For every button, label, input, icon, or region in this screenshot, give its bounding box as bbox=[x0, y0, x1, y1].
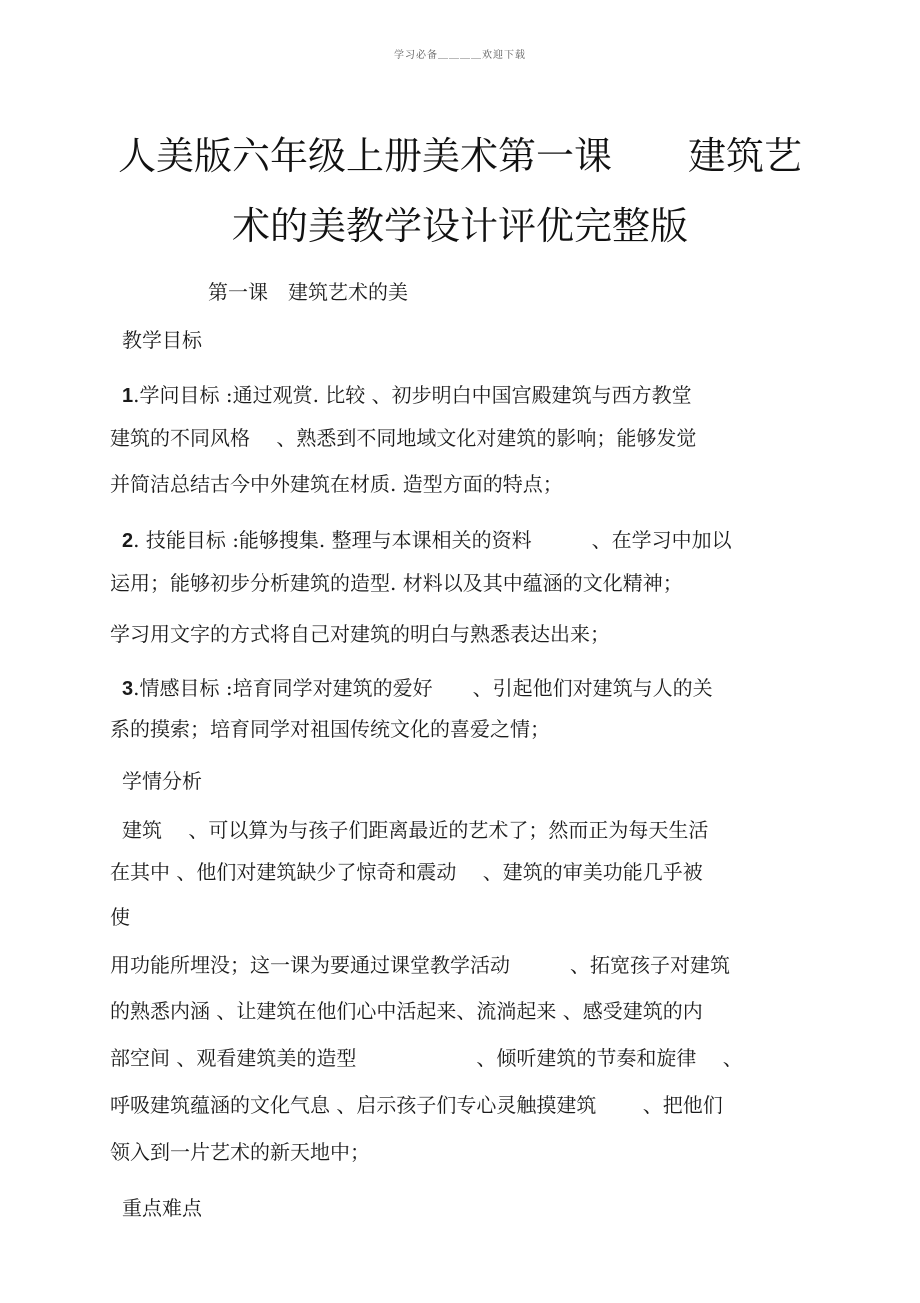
objective-item-2-line-2: 运用；能够初步分析建筑的造型. 材料以及其中蕴涵的文化精神； bbox=[110, 571, 683, 595]
objective-number: 3 bbox=[122, 678, 134, 700]
analysis-line-4: 用功能所埋没；这一课为要通过课堂教学活动 、拓宽孩子对建筑 bbox=[110, 953, 730, 977]
objective-item-3-line-1 bbox=[122, 676, 713, 701]
analysis-line-2: 在其中 、他们对建筑缺少了惊奇和震动 、建筑的审美功能几乎被 bbox=[110, 860, 703, 884]
document-title-line-1: 人美版六年级上册美术第一课 建筑艺 bbox=[117, 134, 802, 178]
objective-item-2-line-3: 学习用文字的方式将自己对建筑的明白与熟悉表达出来； bbox=[110, 622, 610, 646]
lesson-heading: 第一课 建筑艺术的美 bbox=[208, 280, 408, 304]
analysis-line-1: 建筑 、可以算为与孩子们距离最近的艺术了；然而正为每天生活 bbox=[122, 818, 709, 842]
objective-item-1-line-3: 并简洁总结古今中外建筑在材质. 造型方面的特点； bbox=[110, 472, 563, 496]
objective-item-3-line-2: 系的摸索；培育同学对祖国传统文化的喜爱之情； bbox=[110, 717, 550, 741]
analysis-line-6: 部空间 、观看建筑美的造型 、倾听建筑的节奏和旋律 、 bbox=[110, 1046, 743, 1070]
document-title-line-2: 术的美教学设计评优完整版 bbox=[231, 204, 688, 248]
objective-item-2-line-1 bbox=[122, 528, 732, 553]
objective-number: 2 bbox=[122, 530, 134, 552]
objective-item-1-line-1 bbox=[122, 383, 692, 408]
analysis-line-3: 使 bbox=[110, 905, 130, 929]
section-heading-key-points: 重点难点 bbox=[122, 1196, 202, 1220]
objective-item-1-line-2: 建筑的不同风格 、熟悉到不同地域文化对建筑的影响；能够发觉 bbox=[110, 426, 697, 450]
analysis-line-8: 领入到一片艺术的新天地中； bbox=[110, 1140, 370, 1164]
page-header: 学习必备＿＿＿＿欢迎下载 bbox=[394, 50, 526, 61]
analysis-line-7: 呼吸建筑蕴涵的文化气息 、启示孩子们专心灵触摸建筑 、把他们 bbox=[110, 1093, 723, 1117]
objective-text: .学问目标 :通过观赏. 比较 、初步明白中国宫殿建筑与西方教堂 bbox=[133, 383, 692, 407]
section-heading-analysis: 学情分析 bbox=[122, 769, 202, 793]
objective-number: 1 bbox=[122, 385, 134, 407]
analysis-line-5: 的熟悉内涵 、让建筑在他们心中活起来、流淌起来 、感受建筑的内 bbox=[110, 999, 703, 1023]
objective-text: .情感目标 :培育同学对建筑的爱好 、引起他们对建筑与人的关 bbox=[133, 676, 713, 700]
objective-text: . 技能目标 :能够搜集. 整理与本课相关的资料 、在学习中加以 bbox=[133, 528, 732, 552]
section-heading-objectives: 教学目标 bbox=[122, 328, 202, 352]
